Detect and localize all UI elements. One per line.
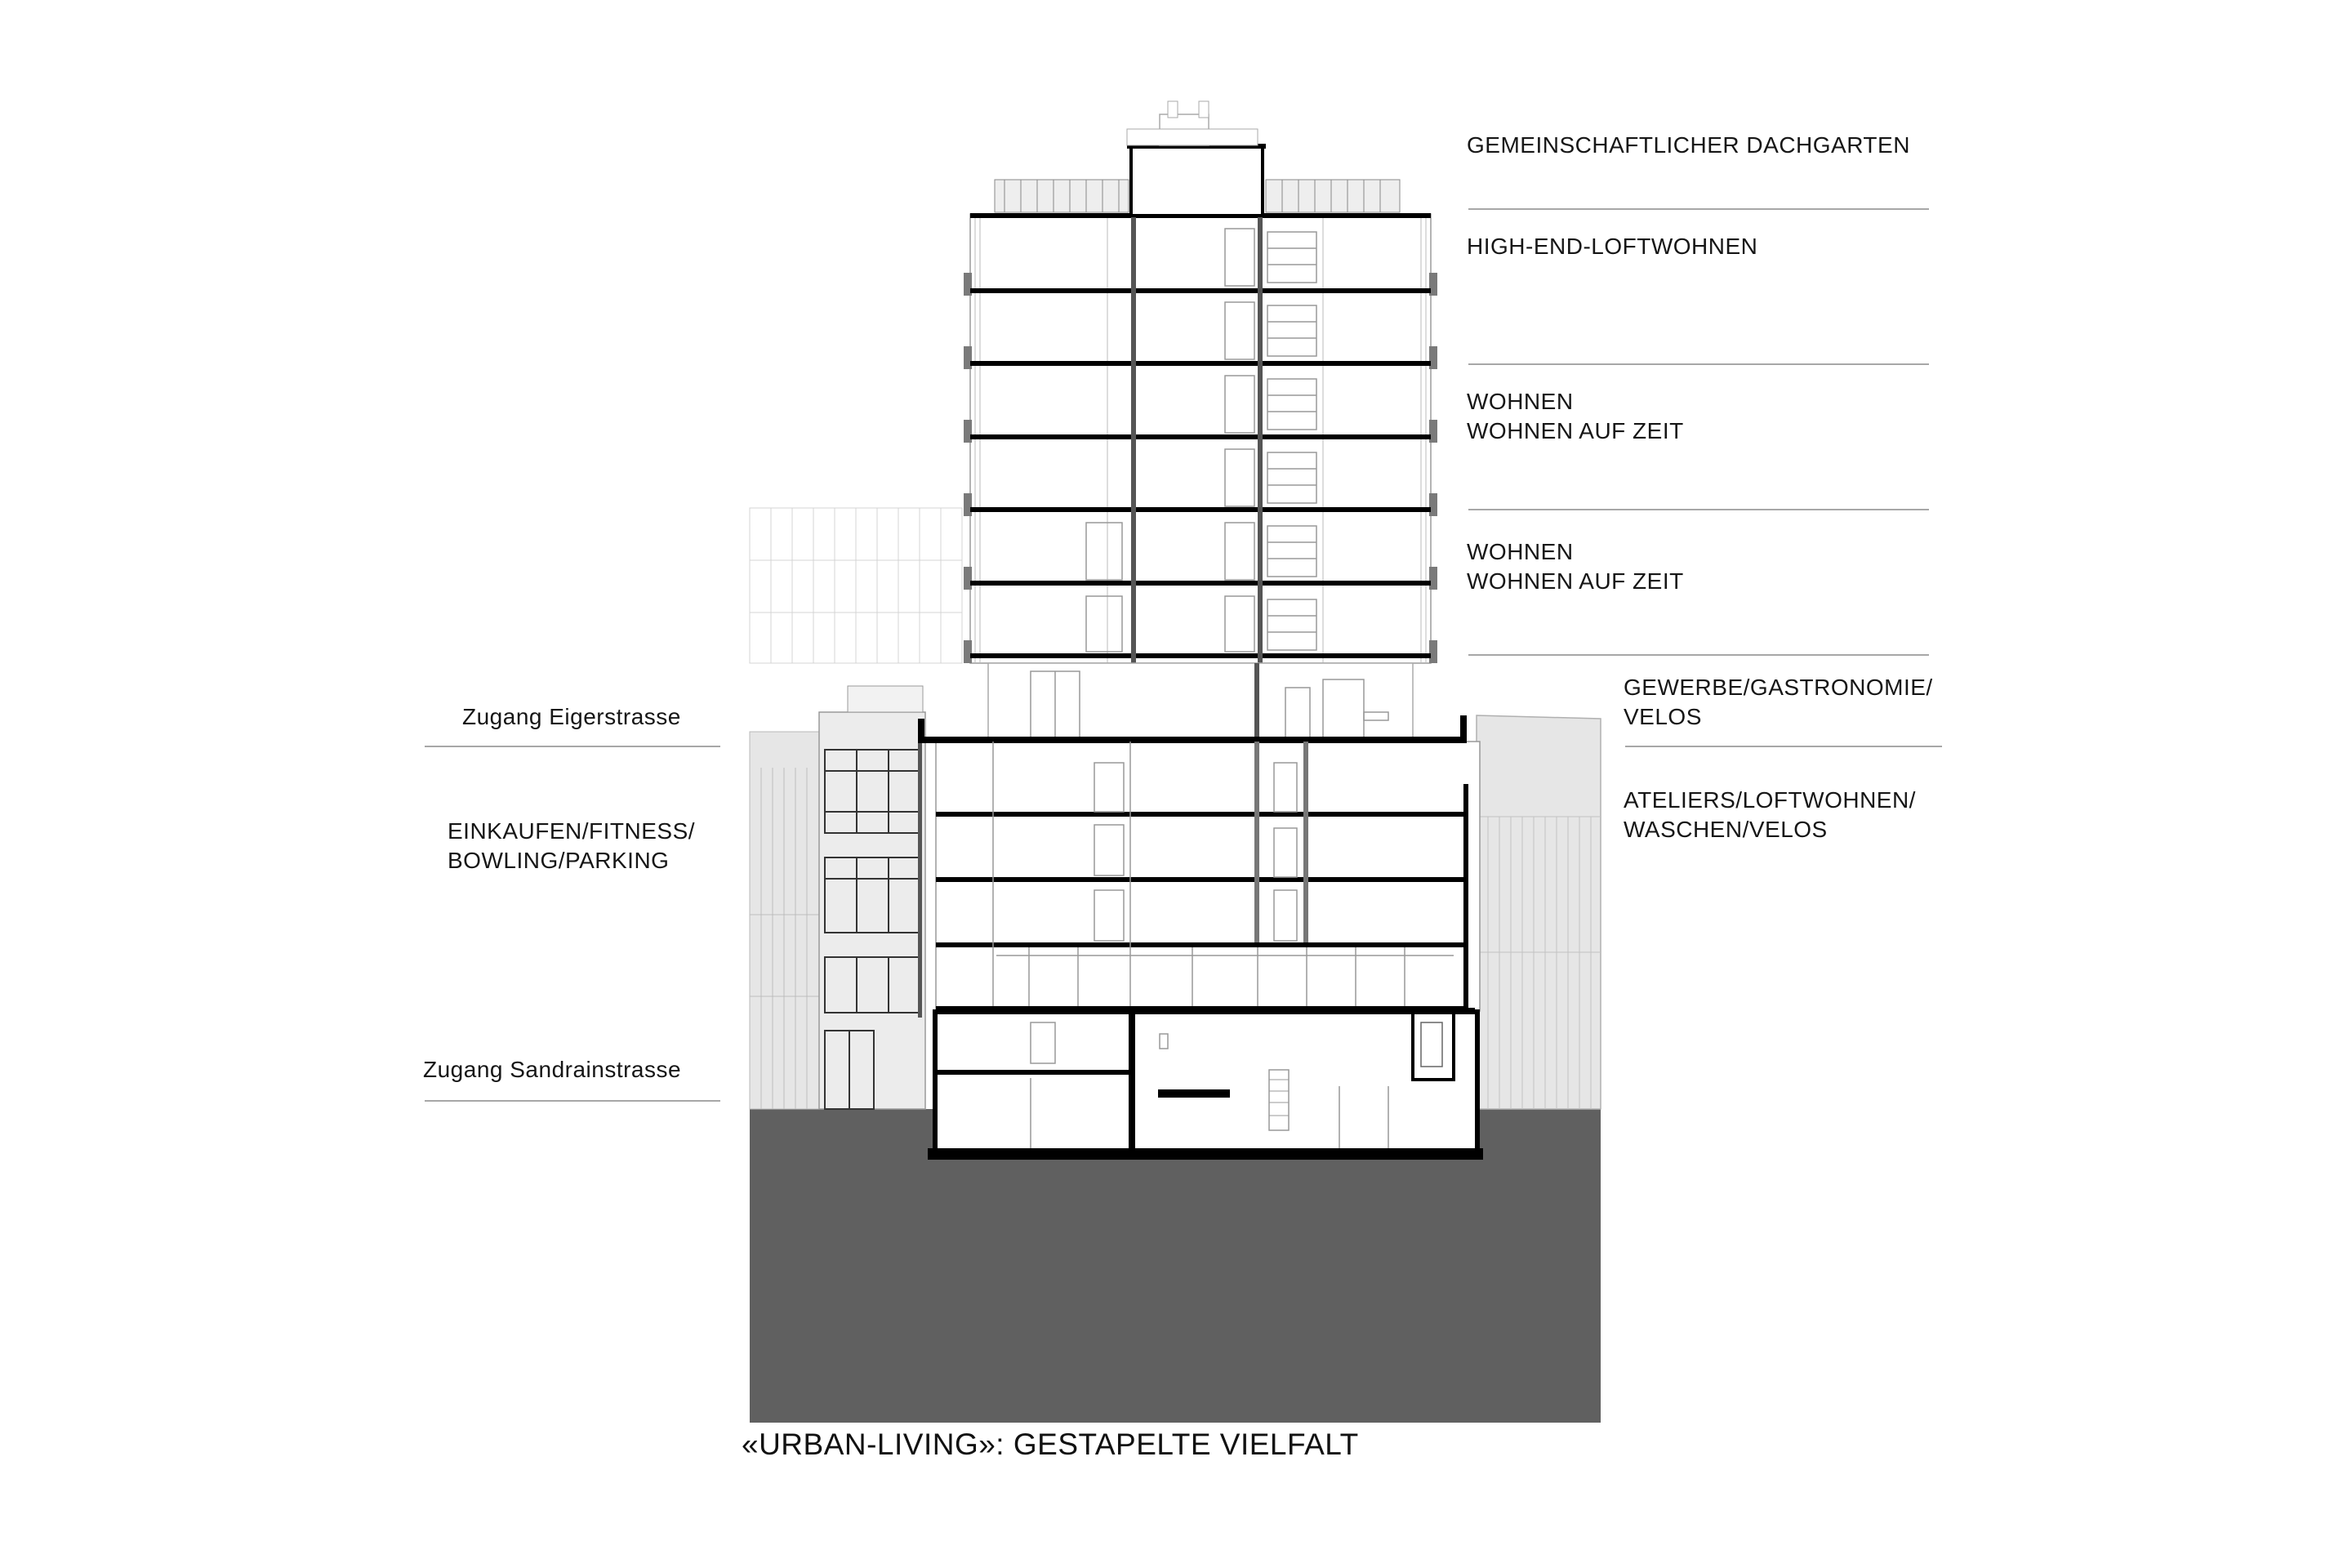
neighbor-building-right xyxy=(1477,715,1601,1109)
ground-surface-left xyxy=(750,1109,936,1168)
label-loftwohnen: HIGH-END-LOFTWOHNEN xyxy=(1467,234,1758,259)
podium-right-parapet xyxy=(1460,715,1467,743)
label-zugang-sandrainstrasse: Zugang Sandrainstrasse xyxy=(423,1057,682,1082)
neighbor-roof-box xyxy=(848,686,923,712)
core-wall-right xyxy=(1258,147,1263,663)
label-gewerbe-line1: GEWERBE/GASTRONOMIE/ xyxy=(1624,675,1933,700)
basement-cavity xyxy=(936,1013,1480,1158)
roof-penthouse xyxy=(1131,147,1263,216)
podium-left-parapet xyxy=(918,719,924,743)
label-wohnen-a-line1: WOHNEN xyxy=(1467,389,1574,414)
roof-equipment-2 xyxy=(1127,129,1258,145)
core-wall-lower xyxy=(1254,663,1259,742)
label-dachgarten: GEMEINSCHAFTLICHER DACHGARTEN xyxy=(1467,132,1910,158)
podium-roof-slab xyxy=(923,737,1463,743)
label-ateliers-line2: WASCHEN/VELOS xyxy=(1624,817,1828,842)
label-zugang-eigerstrasse: Zugang Eigerstrasse xyxy=(462,704,681,729)
roof-chimney xyxy=(1168,101,1178,118)
label-wohnen-a-line2: WOHNEN AUF ZEIT xyxy=(1467,418,1684,443)
label-einkaufen-line2: BOWLING/PARKING xyxy=(448,848,670,873)
label-einkaufen-line1: EINKAUFEN/FITNESS/ xyxy=(448,818,696,844)
label-ateliers-line1: ATELIERS/LOFTWOHNEN/ xyxy=(1624,787,1916,813)
label-rules-left xyxy=(425,746,720,1101)
podium-left-edge xyxy=(918,743,922,1018)
roof-chimney-2 xyxy=(1199,101,1209,118)
label-wohnen-b-line1: WOHNEN xyxy=(1467,539,1574,564)
label-gewerbe-line2: VELOS xyxy=(1624,704,1702,729)
ground-surface-right xyxy=(1477,1109,1601,1168)
label-wohnen-b-line2: WOHNEN AUF ZEIT xyxy=(1467,568,1684,594)
ground-floor-transition xyxy=(988,663,1413,742)
core-wall-left xyxy=(1131,147,1136,663)
drawing-caption: «URBAN-LIVING»: GESTAPELTE VIELFALT xyxy=(742,1428,1359,1461)
label-rules-right xyxy=(1468,209,1942,746)
podium-right-wall xyxy=(1463,784,1468,1013)
podium-body xyxy=(936,742,1480,1011)
background-facade-grid xyxy=(750,508,962,663)
